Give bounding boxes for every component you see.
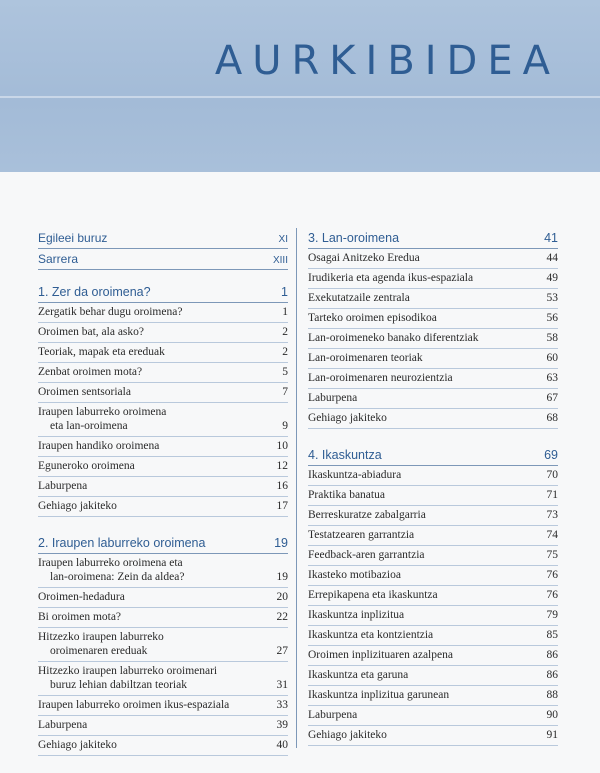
toc-entry[interactable] <box>38 696 288 716</box>
toc-entry[interactable] <box>308 546 558 566</box>
chapter-title: 4. Ikaskuntza <box>308 448 382 462</box>
toc-entry[interactable] <box>308 526 558 546</box>
toc-entry[interactable] <box>308 249 558 269</box>
toc-entry-title <box>38 630 258 658</box>
toc-entry-line: Feedback-aren garrantzia <box>308 549 425 561</box>
toc-entry-page: 56 <box>546 312 558 324</box>
toc-entry[interactable] <box>308 369 558 389</box>
left-chapter-list <box>38 282 288 756</box>
toc-entry-line: Teoriak, mapak eta ereduak <box>38 346 165 358</box>
toc-entry-title <box>38 664 258 692</box>
toc-entry-line: lan-oroimena: Zein da aldea? <box>50 571 185 583</box>
toc-entry-line: Exekutatzaile zentrala <box>308 292 410 304</box>
spacer <box>38 270 288 282</box>
toc-entry-page: 86 <box>546 669 558 681</box>
toc-entry[interactable] <box>38 608 288 628</box>
toc-entry[interactable] <box>38 736 288 756</box>
toc-entry-line: Oroimen inplizituaren azalpena <box>308 649 453 661</box>
toc-entry-line: Ikaskuntza inplizitua <box>308 609 405 621</box>
toc-entry-line: Ikasteko motibazioa <box>308 569 401 581</box>
toc-entry[interactable] <box>38 716 288 736</box>
toc-right-column <box>308 228 558 746</box>
toc-entry-title <box>38 325 258 339</box>
toc-entry-line: Zergatik behar dugu oroimena? <box>38 306 183 318</box>
toc-entry-page: 44 <box>546 252 558 264</box>
toc-entry-line: Gehiago jakiteko <box>308 729 387 741</box>
toc-entry-title <box>38 479 258 493</box>
toc-entry-title <box>308 331 528 345</box>
toc-entry-line: Gehiago jakiteko <box>308 412 387 424</box>
toc-entry-line: Eguneroko oroimena <box>38 460 135 472</box>
toc-entry-page: 68 <box>546 412 558 424</box>
toc-entry-page: 79 <box>546 609 558 621</box>
toc-entry[interactable] <box>308 626 558 646</box>
toc-entry-line: Tarteko oroimen episodikoa <box>308 312 437 324</box>
toc-entry[interactable] <box>308 706 558 726</box>
toc-entry-line: Ikaskuntza-abiadura <box>308 469 402 481</box>
toc-entry[interactable] <box>308 686 558 706</box>
toc-entry-title <box>308 371 528 385</box>
toc-entry-page: 31 <box>276 679 288 691</box>
toc-entry[interactable] <box>38 343 288 363</box>
toc-entry-page: 75 <box>546 549 558 561</box>
chapter-title: 1. Zer da oroimena? <box>38 285 151 299</box>
toc-entry[interactable] <box>308 606 558 626</box>
toc-entry-title <box>308 688 528 702</box>
toc-entry-line: Praktika banatua <box>308 489 385 501</box>
toc-entry-page: 39 <box>276 719 288 731</box>
toc-entry-title <box>308 568 528 582</box>
header-band <box>0 0 600 172</box>
toc-entry-line: Laburpena <box>308 709 358 721</box>
toc-entry[interactable] <box>38 588 288 608</box>
toc-entry-line: Iraupen handiko oroimena <box>38 440 160 452</box>
chapter-heading[interactable] <box>308 445 558 466</box>
toc-entry-line: Iraupen laburreko oroimen ikus-espaziala <box>38 699 230 711</box>
toc-entry-title <box>38 499 258 513</box>
toc-entry[interactable] <box>38 457 288 477</box>
toc-entry-line: eta lan-oroimena <box>50 420 128 432</box>
toc-entry-line: Osagai Anitzeko Eredua <box>308 252 420 264</box>
toc-entry[interactable] <box>38 437 288 457</box>
toc-entry-page: 74 <box>546 529 558 541</box>
toc-entry-line: Bi oroimen mota? <box>38 611 122 623</box>
toc-entry-line: Ikaskuntza eta kontzientzia <box>308 629 434 641</box>
toc-entry-page: 7 <box>282 386 288 398</box>
toc-entry-page: 5 <box>282 366 288 378</box>
toc-entry-title <box>38 385 258 399</box>
toc-entry[interactable] <box>38 363 288 383</box>
toc-entry-title <box>308 488 528 502</box>
toc-entry-line: Berreskuratze zabalgarria <box>308 509 426 521</box>
toc-entry[interactable] <box>308 646 558 666</box>
toc-entry-title <box>308 668 528 682</box>
right-chapter-list <box>308 228 558 746</box>
toc-entry[interactable] <box>308 506 558 526</box>
toc-entry[interactable] <box>38 477 288 497</box>
toc-entry[interactable] <box>308 269 558 289</box>
toc-entry-page: 60 <box>546 352 558 364</box>
toc-entry-title <box>308 411 528 425</box>
toc-entry-page: 2 <box>282 346 288 358</box>
toc-entry-title <box>308 468 528 482</box>
toc-entry-title <box>38 345 258 359</box>
toc-entry[interactable] <box>38 554 288 588</box>
toc-entry-line: Hitzezko iraupen laburreko oroimenari <box>38 665 218 677</box>
toc-entry-title <box>308 608 528 622</box>
toc-entry-line: Zenbat oroimen mota? <box>38 366 143 378</box>
toc-entry-line: Lan-oroimenaren teoriak <box>308 352 423 364</box>
toc-entry-title <box>38 610 258 624</box>
toc-entry[interactable] <box>308 566 558 586</box>
toc-entry-line: buruz lehian dabiltzan teoriak <box>50 679 187 691</box>
toc-entry-page: 91 <box>546 729 558 741</box>
toc-entry-line: Ikaskuntza eta garuna <box>308 669 409 681</box>
chapter-page: 1 <box>281 285 288 299</box>
toc-entry-title <box>308 708 528 722</box>
toc-entry[interactable] <box>38 383 288 403</box>
toc-entry[interactable] <box>38 403 288 437</box>
toc-entry-page: 67 <box>546 392 558 404</box>
toc-entry-title <box>308 391 528 405</box>
toc-entry[interactable] <box>308 486 558 506</box>
toc-entry-page: 17 <box>276 500 288 512</box>
toc-entry-line: oroimenaren ereduak <box>50 645 148 657</box>
toc-entry-title <box>308 508 528 522</box>
toc-entry-line: Oroimen-hedadura <box>38 591 125 603</box>
chapter-page: 41 <box>544 231 558 245</box>
toc-entry-title <box>308 628 528 642</box>
toc-entry-page: 53 <box>546 292 558 304</box>
toc-entry[interactable] <box>308 409 558 429</box>
toc-entry-line: Lan-oroimenaren neurozientzia <box>308 372 453 384</box>
page-title: AURKIBIDEA <box>214 38 560 84</box>
toc-entry-page: 12 <box>276 460 288 472</box>
toc-entry-page: 86 <box>546 649 558 661</box>
toc-entry-title <box>38 439 258 453</box>
toc-entry-page: 19 <box>276 571 288 583</box>
front-matter-label: Egileei buruz <box>38 231 108 245</box>
toc-entry-line: Gehiago jakiteko <box>38 500 117 512</box>
toc-entry-line: Hitzezko iraupen laburreko <box>38 631 164 643</box>
toc-entry[interactable] <box>308 309 558 329</box>
chapter-heading[interactable] <box>38 533 288 554</box>
header-rule <box>0 96 600 98</box>
chapter-page: 69 <box>544 448 558 462</box>
toc-entry-title <box>38 365 258 379</box>
toc-entry-title <box>308 351 528 365</box>
toc-entry-title <box>308 528 528 542</box>
chapter-title: 2. Iraupen laburreko oroimena <box>38 536 206 550</box>
toc-entry[interactable] <box>308 349 558 369</box>
toc-entry-page: 9 <box>282 420 288 432</box>
chapter-heading[interactable] <box>38 282 288 303</box>
toc-entry-title <box>38 556 258 584</box>
front-matter-label: Sarrera <box>38 252 79 266</box>
toc-entry[interactable] <box>38 303 288 323</box>
toc-entry-title <box>308 311 528 325</box>
toc-entry[interactable] <box>38 628 288 662</box>
front-matter-item[interactable] <box>38 228 288 249</box>
toc-entry-page: 10 <box>276 440 288 452</box>
toc-entry-page: 76 <box>546 589 558 601</box>
front-matter-item[interactable] <box>38 249 288 270</box>
toc-entry-title <box>308 251 528 265</box>
toc-entry-page: 16 <box>276 480 288 492</box>
toc-entry-title <box>38 459 258 473</box>
toc-entry-line: Oroimen bat, ala asko? <box>38 326 145 338</box>
toc-entry-page: 49 <box>546 272 558 284</box>
chapter-title: 3. Lan-oroimena <box>308 231 400 245</box>
toc-entry-line: Ikaskuntza inplizitua garunean <box>308 689 450 701</box>
toc-entry-title <box>308 648 528 662</box>
toc-entry[interactable] <box>38 323 288 343</box>
toc-entry-line: Lan-oroimeneko banako diferentziak <box>308 332 479 344</box>
chapter-heading[interactable] <box>308 228 558 249</box>
toc-entry[interactable] <box>308 389 558 409</box>
toc-entry[interactable] <box>308 289 558 309</box>
toc-entry-line: Oroimen sentsoriala <box>38 386 131 398</box>
chapter-page: 19 <box>274 536 288 550</box>
toc-entry-title <box>308 548 528 562</box>
front-matter-page: XI <box>278 234 288 245</box>
toc-entry-title <box>308 291 528 305</box>
toc-entry-line: Irudikeria eta agenda ikus-espaziala <box>308 272 474 284</box>
toc-entry-page: 71 <box>546 489 558 501</box>
toc-entry-page: 2 <box>282 326 288 338</box>
toc-entry-line: Laburpena <box>308 392 358 404</box>
toc-entry-page: 33 <box>276 699 288 711</box>
toc-entry-page: 90 <box>546 709 558 721</box>
toc-entry-page: 85 <box>546 629 558 641</box>
toc-entry-line: Iraupen laburreko oroimena <box>38 406 167 418</box>
toc-entry-page: 1 <box>282 306 288 318</box>
front-matter-page: XIII <box>272 255 288 266</box>
toc-entry-page: 22 <box>276 611 288 623</box>
toc-entry-title <box>38 698 258 712</box>
toc-left-column <box>38 228 288 756</box>
toc-entry-page: 40 <box>276 739 288 751</box>
toc-entry-page: 76 <box>546 569 558 581</box>
toc-entry[interactable] <box>308 466 558 486</box>
toc-entry-page: 20 <box>276 591 288 603</box>
toc-entry[interactable] <box>308 666 558 686</box>
toc-entry-title <box>38 738 258 752</box>
toc-entry-title <box>38 305 258 319</box>
toc-entry-title <box>308 728 528 742</box>
toc-entry[interactable] <box>308 726 558 746</box>
toc-entry-title <box>38 718 258 732</box>
toc-entry-page: 70 <box>546 469 558 481</box>
toc-entry-title <box>308 588 528 602</box>
toc-entry-line: Errepikapena eta ikaskuntza <box>308 589 438 601</box>
toc-entry-page: 88 <box>546 689 558 701</box>
toc-entry[interactable] <box>308 586 558 606</box>
toc-entry-page: 73 <box>546 509 558 521</box>
toc-entry-title <box>308 271 528 285</box>
toc-entry-title <box>38 590 258 604</box>
toc-entry[interactable] <box>308 329 558 349</box>
toc-entry-page: 63 <box>546 372 558 384</box>
toc-entry-title <box>38 405 258 433</box>
toc-entry[interactable] <box>38 662 288 696</box>
toc-entry-line: Laburpena <box>38 719 88 731</box>
toc-entry-line: Laburpena <box>38 480 88 492</box>
toc-entry-line: Iraupen laburreko oroimena eta <box>38 557 183 569</box>
column-divider <box>296 228 297 748</box>
toc-entry-page: 58 <box>546 332 558 344</box>
toc-entry-page: 27 <box>276 645 288 657</box>
toc-entry-line: Gehiago jakiteko <box>38 739 117 751</box>
toc-entry-line: Testatzearen garrantzia <box>308 529 415 541</box>
toc-entry[interactable] <box>38 497 288 517</box>
